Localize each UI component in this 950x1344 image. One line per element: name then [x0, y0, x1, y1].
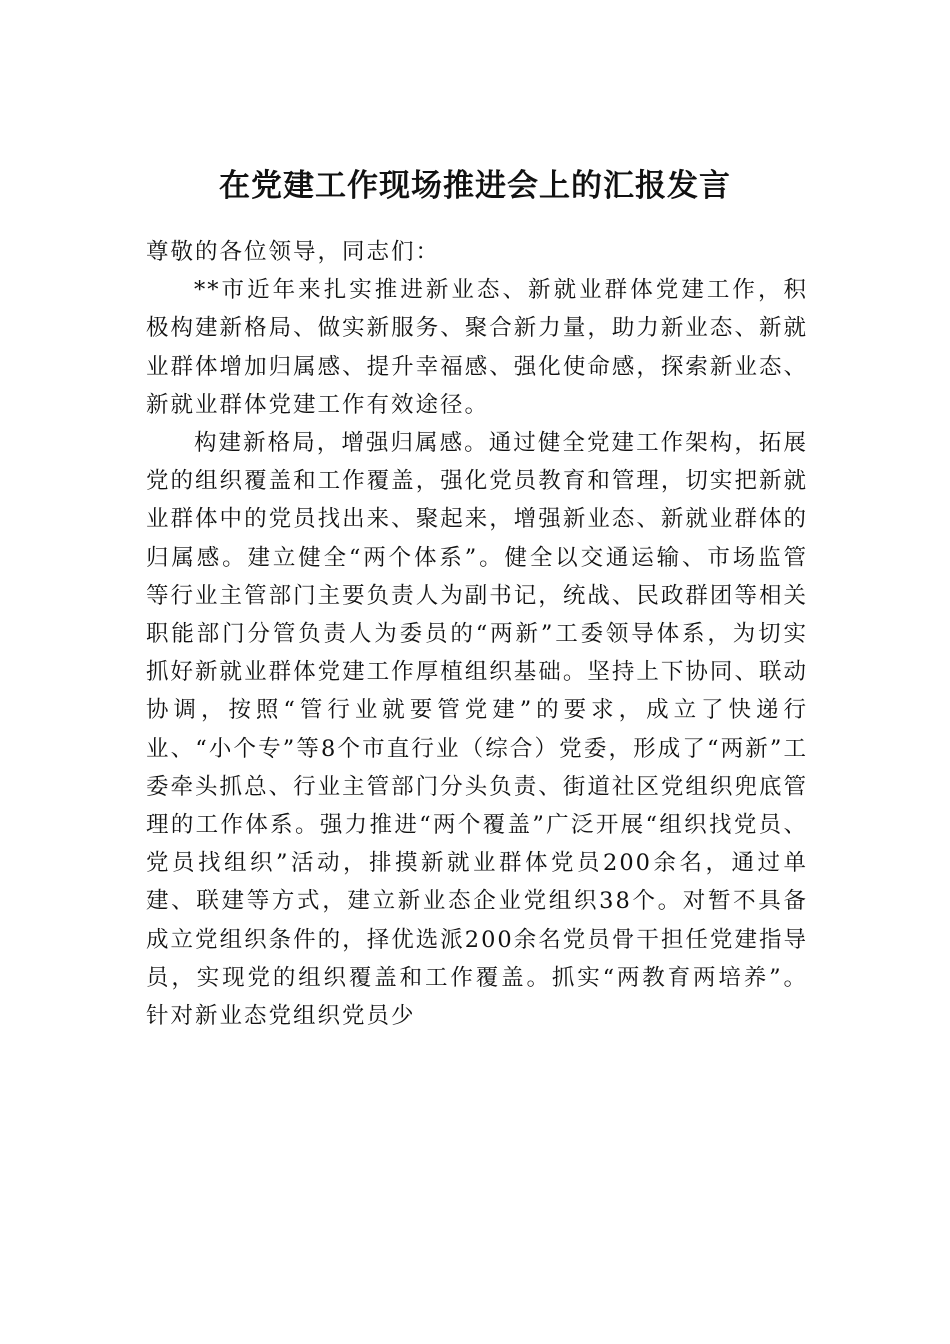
salutation: 尊敬的各位领导，同志们：	[146, 239, 441, 265]
document-body	[146, 233, 808, 1035]
paragraph-intro: **市近年来扎实推进新业态、新就业群体党建工作，积极构建新格局、做实新服务、聚合新力量，助力新业态、新就业群体增加归属感、提升幸福感、强化使命感，探索新业态、新就业群体党建工作有效途径。	[146, 277, 808, 418]
paragraph-new-pattern: 构建新格局，增强归属感。通过健全党建工作架构，拓展党的组织覆盖和工作覆盖，强化党员教育和管理，切实把新就业群体中的党员找出来、聚起来，增强新业态、新就业群体的归属感。建立健全“两个体系”。健全以交通运输、市场监管等行业主管部门主要负责人为副书记，统战、民政群团等相关职能部门分管负责人为委员的“两新”工委领导体系，为切实抓好新就业群体党建工作厚植组织基础。坚持上下协同、联动协调，按照“管行业就要管党建”的要求，成立了快递行业、“小个专”等8个市直行业（综合）党委，形成了“两新”工委牵头抓总、行业主管部门分头负责、街道社区党组织兜底管理的工作体系。强力推进“两个覆盖”广泛开展“组织找党员、党员找组织”活动，排摸新就业群体党员200余名，通过单建、联建等方式，建立新业态企业党组织38个。对暂不具备成立党组织条件的，择优选派200余名党员骨干担任党建指导员，实现党的组织覆盖和工作覆盖。抓实“两教育两培养”。针对新业态党组织党员少	[146, 430, 808, 1030]
document-title: 在党建工作现场推进会上的汇报发言	[219, 168, 731, 204]
